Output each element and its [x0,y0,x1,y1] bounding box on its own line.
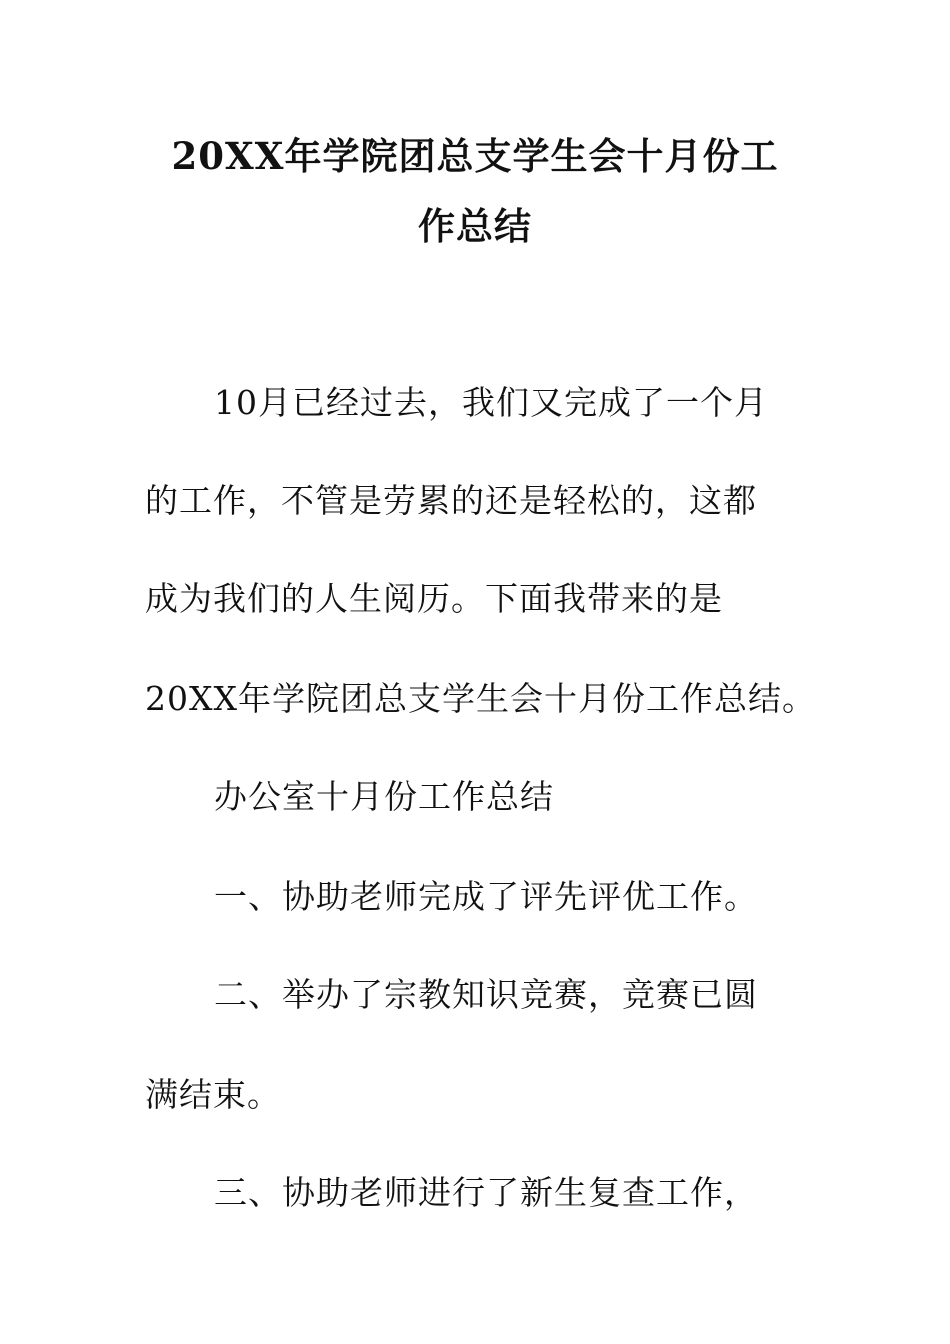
body-line-2: 的工作，不管是劳累的还是轻松的，这都 [145,481,757,520]
document-title-line-2: 作总结 [418,204,532,248]
document-title-line-1: 20XX年学院团总支学生会十月份工 [171,134,779,178]
list-item-1: 一、协助老师完成了评先评优工作。 [214,877,758,916]
list-item-2-continuation: 满结束。 [145,1075,281,1114]
list-item-3: 三、协助老师进行了新生复查工作， [214,1173,758,1212]
body-line-1: 10月已经过去，我们又完成了一个月 [214,383,768,422]
section-heading-office: 办公室十月份工作总结 [214,777,554,816]
body-line-4: 20XX年学院团总支学生会十月份工作总结。 [145,679,816,718]
list-item-2: 二、举办了宗教知识竞赛，竞赛已圆 [214,975,758,1014]
body-line-3: 成为我们的人生阅历。下面我带来的是 [145,579,723,618]
